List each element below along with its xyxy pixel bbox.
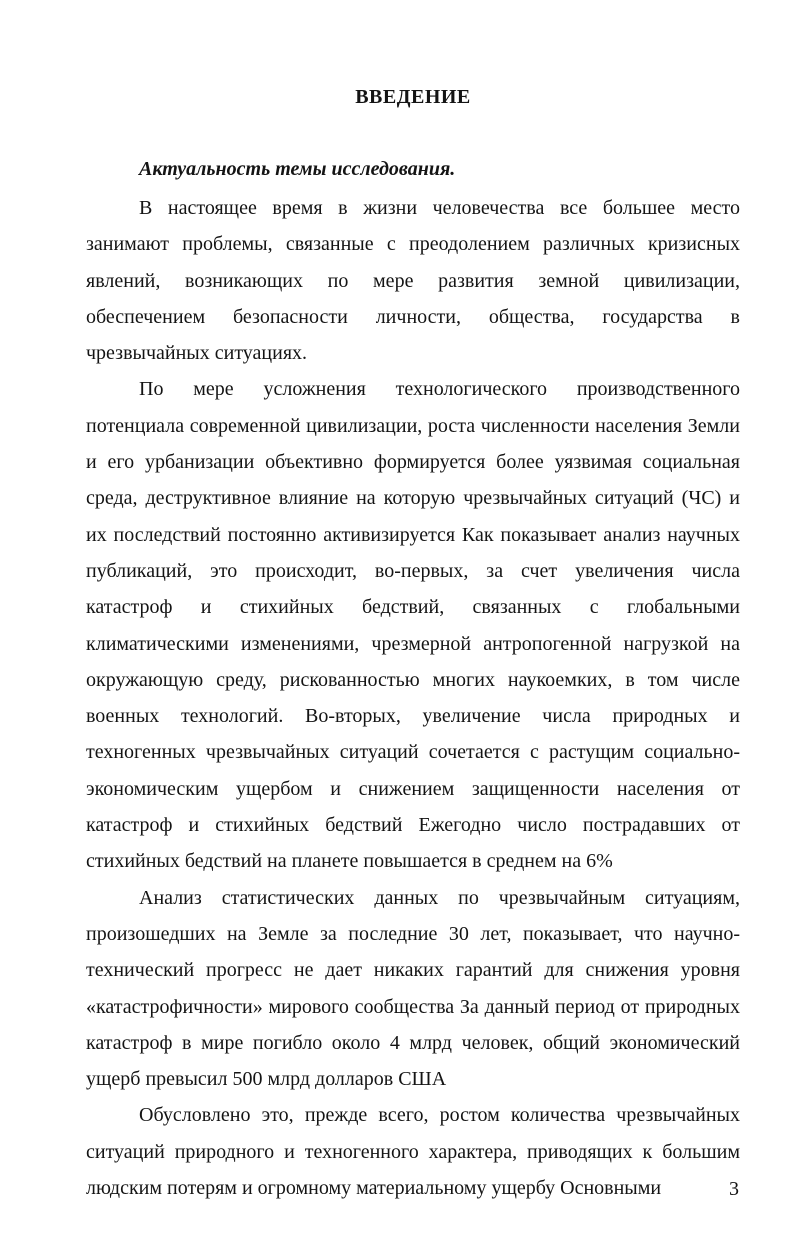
body-text bbox=[86, 190, 740, 1206]
page-title: ВВЕДЕНИЕ bbox=[355, 86, 471, 108]
paragraph: В настоящее время в жизни человечества все большее место занимают проблемы, связанные с преодолением различных кризисных явлений, возникающих по мере развития земной цивилизации, обеспечением безопасности личности, общества, государства в чрезвычайных ситуациях. bbox=[86, 197, 740, 365]
paragraph: По мере усложнения технологического производственного потенциала современной цивилизации, роста численности населения Земли и его урбанизации объективно формируется более уязвимая социальная среда, деструктивное влияние на которую чрезвычайных ситуаций (ЧС) и их последствий постоянно активизируется Как показывает анализ научных публикаций, это происходит, во-первых, за счет увеличения числа катастроф и стихийных бедствий, связанных с глобальными климатическими изменениями, чрезмерной антропогенной нагрузкой на окружающую среду, рискованностью многих наукоемких, в том числе военных технологий. Во-вторых, увеличение числа природных и техногенных чрезвычайных ситуаций сочетается с растущим социально-экономическим ущербом и снижением защищенности населения от катастроф и стихийных бедствий Ежегодно число пострадавших от стихийных бедствий на планете повышается в среднем на 6% bbox=[86, 378, 740, 873]
paragraph: Обусловлено это, прежде всего, ростом количества чрезвычайных ситуаций природного и техногенного характера, приводящих к большим людским потерям и огромному материальному ущербу Основными bbox=[86, 1104, 740, 1200]
paragraph: Анализ статистических данных по чрезвычайным ситуациям, произошедших на Земле за последние 30 лет, показывает, что научно-технический прогресс не дает никаких гарантий для снижения уровня «катастрофичности» мирового сообщества За данный период от природных катастроф в мире погибло около 4 млрд человек, общий экономический ущерб превысил 500 млрд долларов США bbox=[86, 886, 740, 1091]
page-number: 3 bbox=[729, 1178, 739, 1200]
section-heading: Актуальность темы исследования. bbox=[139, 158, 456, 180]
